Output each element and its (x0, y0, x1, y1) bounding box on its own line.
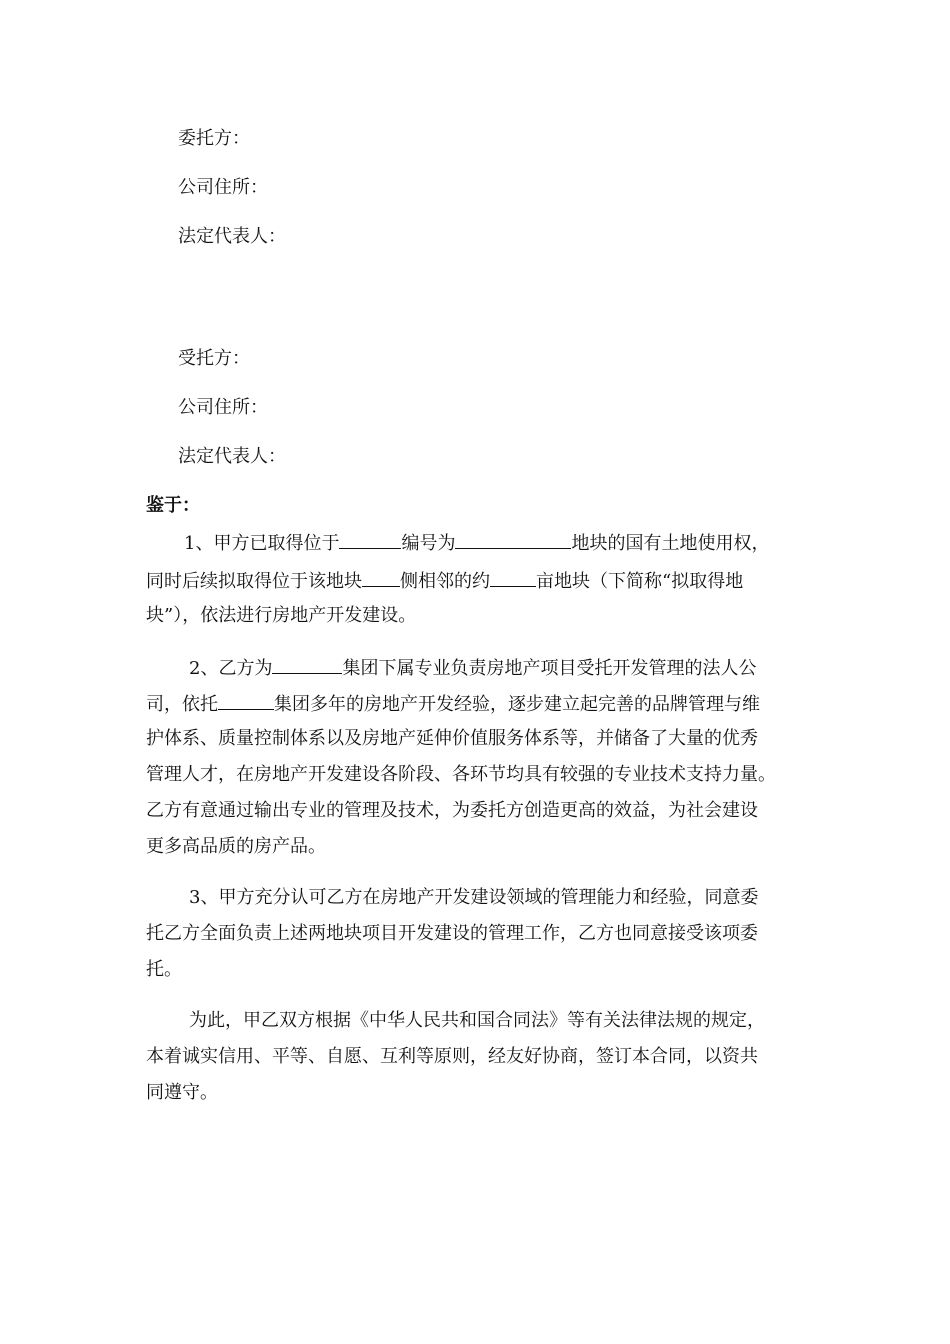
recital-2-line-6: 更多高品质的房产品。 (146, 836, 326, 857)
recital-1-text: 编号为 (401, 533, 456, 554)
principal-rep-label: 法定代表人： (178, 226, 286, 247)
location-blank (339, 530, 401, 549)
recital-1-text: 同时后续拟取得位于该地块 (146, 571, 362, 592)
recital-1-text: 亩地块（下简称“拟取得地 (536, 571, 744, 592)
agent-address-label: 公司住所： (178, 397, 268, 418)
recital-1-line-1 (184, 530, 769, 556)
recital-1-line-3: 块”），依法进行房地产开发建设。 (146, 605, 417, 626)
agent-label: 受托方： (178, 348, 250, 369)
group-name-blank (218, 691, 274, 710)
group-name-blank (272, 655, 342, 674)
recital-3-line-2: 托乙方全面负责上述两地块项目开发建设的管理工作，乙方也同意接受该项委 (146, 923, 758, 944)
principal-address-label: 公司住所： (178, 177, 268, 198)
side-blank (362, 568, 400, 587)
agent-rep-label: 法定代表人： (178, 446, 286, 467)
recital-2-text: 司，依托 (146, 694, 218, 715)
recital-2-line-4: 管理人才，在房地产开发建设各阶段、各环节均具有较强的专业技术支持力量。 (146, 764, 776, 785)
recital-2-text: 2、乙方为 (189, 658, 273, 679)
recital-2-text: 集团多年的房地产开发经验，逐步建立起完善的品牌管理与维 (274, 694, 760, 715)
parcel-number-blank (455, 530, 571, 549)
area-blank (490, 568, 536, 587)
recital-1-text: 地块的国有土地使用权， (571, 533, 770, 554)
recital-2-line-1 (189, 655, 756, 681)
closing-line-2: 本着诚实信用、平等、自愿、互利等原则，经友好协商，签订本合同，以资共 (146, 1046, 758, 1067)
closing-line-1: 为此，甲乙双方根据《中华人民共和国合同法》等有关法律法规的规定， (189, 1010, 765, 1031)
recital-2-line-2 (146, 691, 760, 717)
recital-1-line-2 (146, 568, 743, 594)
recital-2-line-3: 护体系、质量控制体系以及房地产延伸价值服务体系等，并储备了大量的优秀 (146, 728, 758, 749)
recital-3-line-1: 3、甲方充分认可乙方在房地产开发建设领域的管理能力和经验，同意委 (189, 887, 759, 908)
recitals-heading: 鉴于： (146, 495, 200, 516)
recital-2-line-5: 乙方有意通过输出专业的管理及技术，为委托方创造更高的效益，为社会建设 (146, 800, 758, 821)
principal-label: 委托方： (178, 128, 250, 149)
recital-2-text: 集团下属专业负责房地产项目受托开发管理的法人公 (342, 658, 757, 679)
recital-3-line-3: 托。 (146, 959, 182, 980)
recital-1-text: 1、甲方已取得位于 (184, 533, 340, 554)
closing-line-3: 同遵守。 (146, 1082, 218, 1103)
recital-1-text: 侧相邻的约 (400, 571, 490, 592)
